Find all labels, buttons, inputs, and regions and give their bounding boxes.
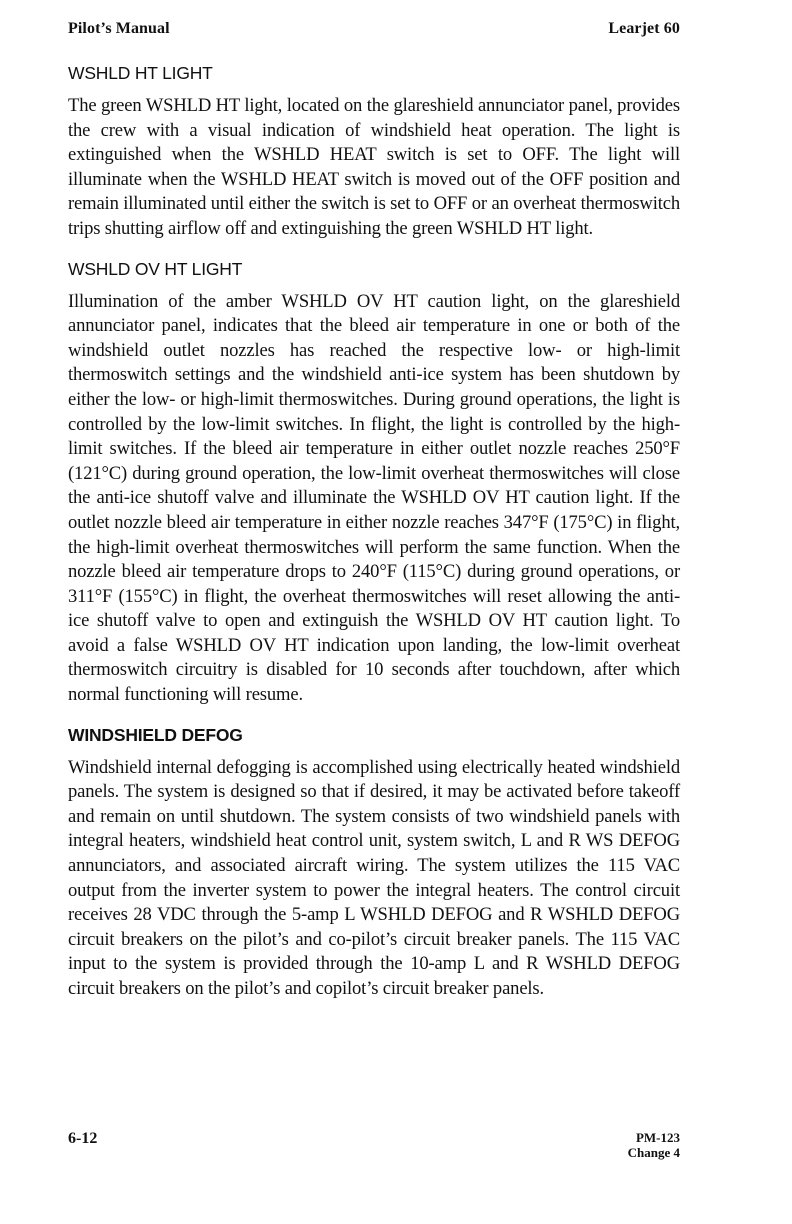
header-aircraft-model: Learjet 60 <box>608 20 680 37</box>
section-heading: WINDSHIELD DEFOG <box>68 724 243 745</box>
section-heading: WSHLD HT LIGHT <box>68 63 213 83</box>
document-number: PM-123 <box>635 1130 680 1145</box>
change-number: Change 4 <box>627 1145 680 1160</box>
header-manual-title: Pilot’s Manual <box>68 20 170 37</box>
page-content <box>68 62 680 1018</box>
section-wshld-ht-light <box>68 62 680 242</box>
page-number: 6-12 <box>68 1130 98 1147</box>
section-wshld-ov-ht-light <box>68 258 680 708</box>
section-windshield-defog <box>68 724 680 1002</box>
section-paragraph: Windshield internal defogging is accomplished using electrically heated windshield panels. The system is designed so that if desired, it may be activated before takeoff and remain on until shutdown. The system consists of two windshield panels with integral heaters, windshield heat control unit, system switch, L and R WS DEFOG annunciators, and associated aircraft wiring. The system utilizes the 115 VAC output from the inverter system to power the integral heaters. The control circuit receives 28 VDC through the 5-amp L WSHLD DEFOG and R WSHLD DEFOG circuit breakers on the pilot’s and co-pilot’s circuit breaker panels. The 115 VAC input to the system is provided through the 10-amp L and R WSHLD DEFOG circuit breakers on the pilot’s and copilot’s circuit breaker panels. <box>68 756 680 999</box>
section-paragraph: The green WSHLD HT light, located on the glareshield annunciator panel, provides the crew with a visual indication of windshield heat operation. The light is extinguished when the WSHLD HEAT switch is set to OFF. The light will illuminate when the WSHLD HEAT switch is moved out of the OFF position and remain illuminated until either the switch is set to OFF or an overheat thermoswitch trips shutting airflow off and extinguishing the green WSHLD HT light. <box>68 95 680 239</box>
section-paragraph: Illumination of the amber WSHLD OV HT caution light, on the glareshield annunciator panel, indicates that the bleed air temperature in one or both of the windshield outlet nozzles has reached the respective low- or high-limit thermoswitch settings and the windshield anti-ice system has been shutdown by either the low- or high-limit thermoswitches. During ground operations, the light is controlled by the low-limit switches. In flight, the light is controlled by the high-limit switches. If the bleed air temperature in either outlet nozzle reaches 250°F (121°C) during ground operation, the low-limit overheat thermoswitches will close the anti-ice shutoff valve and illuminate the WSHLD OV HT caution light. If the outlet nozzle bleed air temperature in either nozzle reaches 347°F (175°C) in flight, the high-limit overheat thermoswitches will perform the same function. When the nozzle bleed air temperature drops to 240°F (115°C) during ground operations, or 311°F (155°C) in flight, the overheat thermoswitches will reset allowing the anti-ice shutoff valve to open and extinguish the WSHLD OV HT caution light. To avoid a false WSHLD OV HT indication upon landing, the low-limit overheat thermoswitch circuitry is disabled for 10 seconds after touchdown, after which normal functioning will resume. <box>68 290 680 706</box>
section-heading: WSHLD OV HT LIGHT <box>68 258 243 279</box>
document-revision <box>628 1130 680 1160</box>
